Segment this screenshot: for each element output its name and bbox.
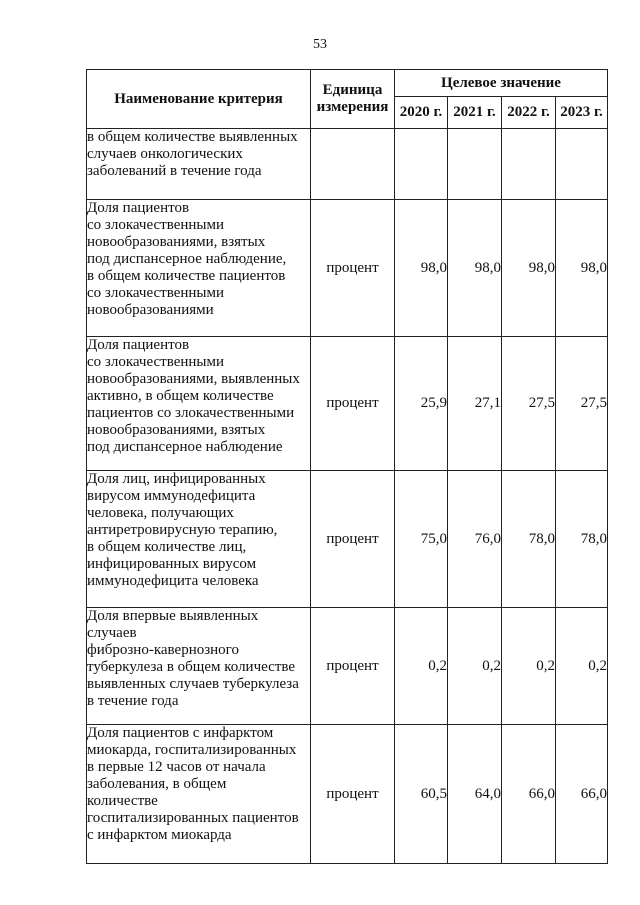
header-year: 2022 г. <box>502 97 556 129</box>
header-target-value: Целевое значение <box>395 70 608 97</box>
value-cell: 78,0 <box>556 471 608 608</box>
value-cell: 98,0 <box>556 200 608 337</box>
value-cell: 98,0 <box>395 200 448 337</box>
table-row <box>87 337 608 471</box>
page-number: 53 <box>313 37 327 52</box>
header-unit: Единица измерения <box>311 70 395 129</box>
value-cell: 27,5 <box>556 337 608 471</box>
value-cell: 0,2 <box>556 608 608 725</box>
criterion-name: Доля впервые выявленных случаев фиброзно-кавернозного туберкулеза в общем количестве выявленных случаев туберкулеза в течение года <box>87 608 311 725</box>
value-cell: 0,2 <box>448 608 502 725</box>
criterion-name: Доля лиц, инфицированных вирусом иммунодефицита человека, получающих антиретровирусную терапию, в общем количестве лиц, инфицированных вирусом иммунодефицита человека <box>87 471 311 608</box>
value-cell: 66,0 <box>556 725 608 864</box>
unit-cell <box>311 129 395 200</box>
value-cell: 98,0 <box>502 200 556 337</box>
criterion-name: Доля пациентов со злокачественными новообразованиями, выявленных активно, в общем количестве пациентов со злокачественными новообразованиями, взятых под диспансерное наблюдение <box>87 337 311 471</box>
value-cell: 66,0 <box>502 725 556 864</box>
unit-cell: процент <box>311 337 395 471</box>
unit-cell: процент <box>311 200 395 337</box>
criterion-name: Доля пациентов с инфарктом миокарда, госпитализированных в первые 12 часов от начала заболевания, в общем количестве госпитализированных пациентов с инфарктом миокарда <box>87 725 311 864</box>
value-cell: 75,0 <box>395 471 448 608</box>
header-criterion-name: Наименование критерия <box>87 70 311 129</box>
value-cell: 64,0 <box>448 725 502 864</box>
value-cell: 27,1 <box>448 337 502 471</box>
table-row <box>87 608 608 725</box>
table-row <box>87 129 608 200</box>
table-row <box>87 471 608 608</box>
value-cell <box>556 129 608 200</box>
value-cell: 0,2 <box>502 608 556 725</box>
table-row <box>87 200 608 337</box>
criterion-name: Доля пациентов со злокачественными новообразованиями, взятых под диспансерное наблюдение, в общем количестве пациентов со злокачественными новообразованиями <box>87 200 311 337</box>
value-cell <box>395 129 448 200</box>
value-cell: 0,2 <box>395 608 448 725</box>
value-cell: 98,0 <box>448 200 502 337</box>
unit-cell: процент <box>311 471 395 608</box>
header-year: 2021 г. <box>448 97 502 129</box>
value-cell: 60,5 <box>395 725 448 864</box>
value-cell: 27,5 <box>502 337 556 471</box>
criteria-table <box>86 69 608 864</box>
value-cell: 25,9 <box>395 337 448 471</box>
table-row <box>87 725 608 864</box>
unit-cell: процент <box>311 725 395 864</box>
value-cell <box>502 129 556 200</box>
criterion-name: в общем количестве выявленных случаев онкологических заболеваний в течение года <box>87 129 311 200</box>
value-cell: 78,0 <box>502 471 556 608</box>
header-year: 2020 г. <box>395 97 448 129</box>
header-year: 2023 г. <box>556 97 608 129</box>
unit-cell: процент <box>311 608 395 725</box>
value-cell: 76,0 <box>448 471 502 608</box>
value-cell <box>448 129 502 200</box>
